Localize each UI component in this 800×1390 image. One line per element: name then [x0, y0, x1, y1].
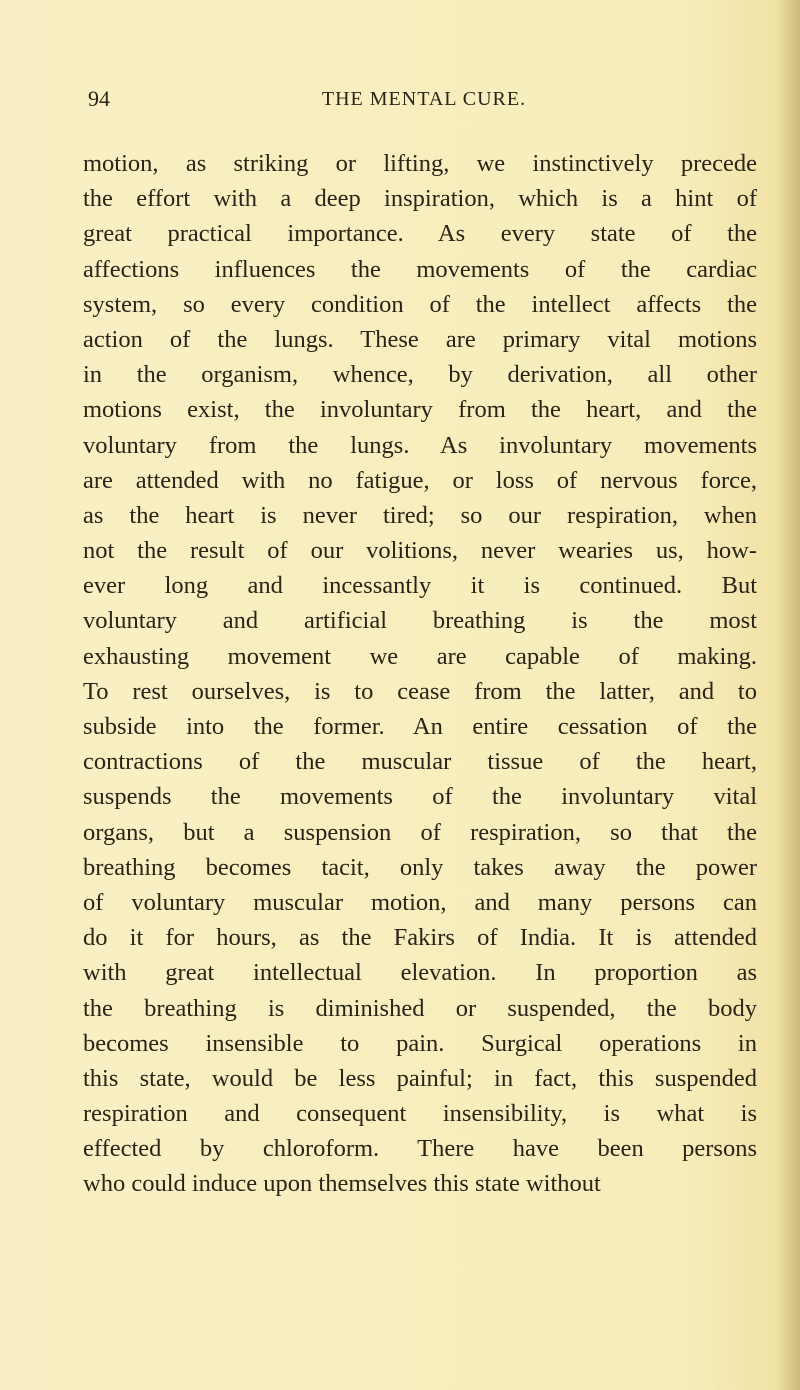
- text-line: respiration and consequent insensibility, is what is: [83, 1100, 757, 1128]
- text-line: of voluntary muscular motion, and many persons can: [83, 888, 757, 916]
- running-title: THE MENTAL CURE.: [321, 88, 527, 110]
- text-line: breathing becomes tacit, only takes away the power: [83, 853, 757, 881]
- text-line: effected by chloroform. There have been persons: [83, 1135, 757, 1163]
- text-line: this state, would be less painful; in fact, this suspended: [83, 1064, 757, 1092]
- text-line: as the heart is never tired; so our respiration, when: [83, 501, 757, 529]
- text-line: contractions of the muscular tissue of the heart,: [83, 748, 757, 776]
- text-line: becomes insensible to pain. Surgical operations in: [83, 1029, 757, 1057]
- text-line: with great intellectual elevation. In proportion as: [83, 959, 757, 987]
- text-line: are attended with no fatigue, or loss of nervous force,: [83, 466, 757, 494]
- text-line: subside into the former. An entire cessation of the: [83, 713, 757, 740]
- page-header: [88, 86, 760, 116]
- text-line: organs, but a suspension of respiration, so that the: [83, 818, 757, 846]
- text-line: motion, as striking or lifting, we instinctively precede: [83, 150, 757, 177]
- page-number: 94: [88, 86, 110, 111]
- text-line: the effort with a deep inspiration, which is a hint of: [83, 185, 757, 213]
- text-line: system, so every condition of the intellect affects the: [83, 290, 757, 318]
- text-line: voluntary from the lungs. As involuntary movements: [83, 431, 757, 459]
- text-line: suspends the movements of the involuntary vital: [83, 783, 757, 811]
- text-line: motions exist, the involuntary from the heart, and the: [83, 396, 757, 424]
- text-line: exhausting movement we are capable of making.: [83, 642, 757, 670]
- text-line: do it for hours, as the Fakirs of India. It is attended: [83, 924, 757, 952]
- text-line: To rest ourselves, is to cease from the latter, and to: [83, 677, 757, 705]
- text-line: voluntary and artificial breathing is the most: [83, 607, 757, 635]
- text-line: action of the lungs. These are primary vital motions: [83, 325, 757, 353]
- text-line: affections influences the movements of the cardiac: [83, 255, 757, 283]
- text-line: not the result of our volitions, never wearies us, how-: [83, 537, 757, 565]
- text-line: who could induce upon themselves this state without: [83, 1170, 601, 1198]
- body-text: [83, 146, 757, 1202]
- text-line: in the organism, whence, by derivation, all other: [83, 361, 757, 389]
- text-line: great practical importance. As every state of the: [83, 220, 757, 248]
- text-line: ever long and incessantly it is continued. But: [83, 572, 757, 600]
- text-line: the breathing is diminished or suspended, the body: [83, 994, 757, 1022]
